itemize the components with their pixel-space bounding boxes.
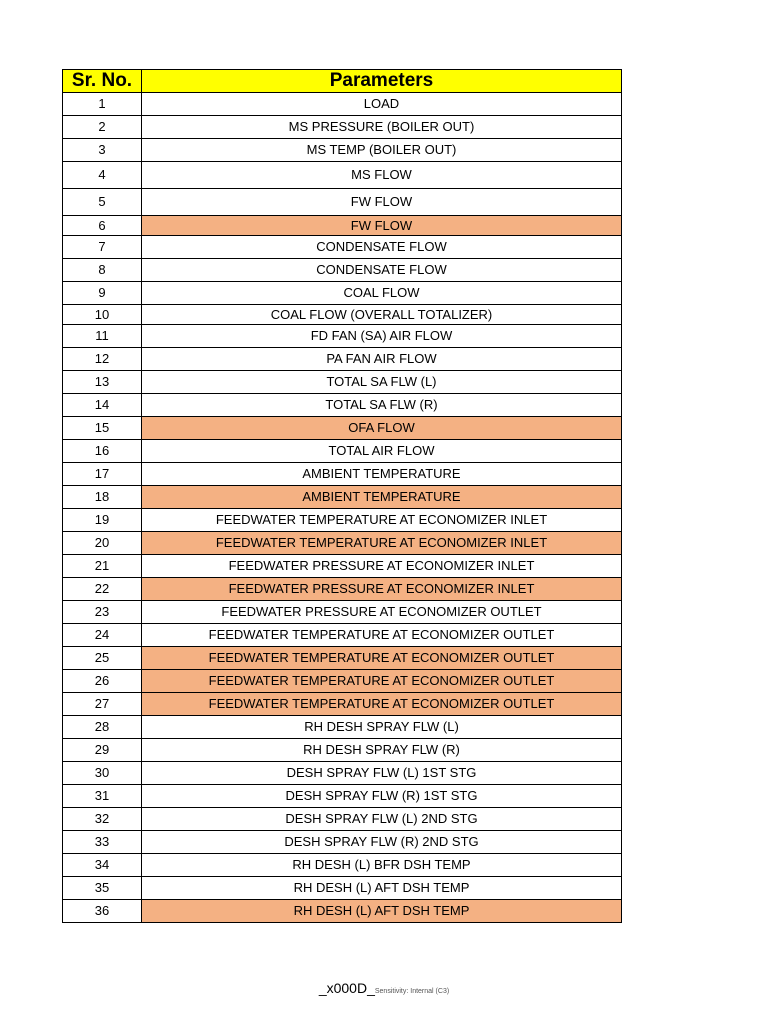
sr-no-cell: 27 xyxy=(63,693,142,716)
table-row xyxy=(63,854,622,877)
table-row xyxy=(63,282,622,305)
parameter-cell: FW FLOW xyxy=(142,189,622,216)
sr-no-cell: 16 xyxy=(63,440,142,463)
table-row xyxy=(63,259,622,282)
parameter-cell: MS TEMP (BOILER OUT) xyxy=(142,139,622,162)
parameter-cell: AMBIENT TEMPERATURE xyxy=(142,463,622,486)
footer-text: _x000D_ xyxy=(318,980,375,996)
table-body xyxy=(63,93,622,923)
table-row xyxy=(63,236,622,259)
parameter-cell: TOTAL SA FLW (L) xyxy=(142,371,622,394)
table-row xyxy=(63,463,622,486)
parameter-cell: DESH SPRAY FLW (L) 2ND STG xyxy=(142,808,622,831)
parameter-cell: FEEDWATER PRESSURE AT ECONOMIZER OUTLET xyxy=(142,601,622,624)
table-row xyxy=(63,555,622,578)
sr-no-cell: 34 xyxy=(63,854,142,877)
sr-no-cell: 12 xyxy=(63,348,142,371)
table-row xyxy=(63,670,622,693)
sr-no-cell: 1 xyxy=(63,93,142,116)
parameter-cell: FEEDWATER TEMPERATURE AT ECONOMIZER OUTLET xyxy=(142,647,622,670)
table-row xyxy=(63,578,622,601)
sr-no-cell: 26 xyxy=(63,670,142,693)
table-row xyxy=(63,716,622,739)
parameter-cell: FD FAN (SA) AIR FLOW xyxy=(142,325,622,348)
sr-no-cell: 9 xyxy=(63,282,142,305)
table-row xyxy=(63,162,622,189)
parameter-cell: COAL FLOW xyxy=(142,282,622,305)
parameter-cell: RH DESH (L) AFT DSH TEMP xyxy=(142,877,622,900)
parameter-cell: DESH SPRAY FLW (R) 1ST STG xyxy=(142,785,622,808)
sr-no-cell: 18 xyxy=(63,486,142,509)
table-row xyxy=(63,624,622,647)
sr-no-cell: 14 xyxy=(63,394,142,417)
sr-no-cell: 8 xyxy=(63,259,142,282)
parameter-cell: FEEDWATER TEMPERATURE AT ECONOMIZER INLET xyxy=(142,509,622,532)
table-row xyxy=(63,305,622,325)
parameter-cell: FEEDWATER TEMPERATURE AT ECONOMIZER OUTLET xyxy=(142,693,622,716)
sr-no-cell: 10 xyxy=(63,305,142,325)
parameter-cell: TOTAL AIR FLOW xyxy=(142,440,622,463)
parameter-cell: FEEDWATER PRESSURE AT ECONOMIZER INLET xyxy=(142,578,622,601)
parameter-cell: FEEDWATER TEMPERATURE AT ECONOMIZER OUTLET xyxy=(142,624,622,647)
parameters-table xyxy=(62,69,622,923)
sr-no-cell: 30 xyxy=(63,762,142,785)
table-row xyxy=(63,693,622,716)
sr-no-cell: 23 xyxy=(63,601,142,624)
parameter-cell: FW FLOW xyxy=(142,216,622,236)
table-row xyxy=(63,216,622,236)
sr-no-cell: 13 xyxy=(63,371,142,394)
table-row xyxy=(63,762,622,785)
parameter-cell: LOAD xyxy=(142,93,622,116)
parameter-cell: RH DESH SPRAY FLW (L) xyxy=(142,716,622,739)
sr-no-cell: 32 xyxy=(63,808,142,831)
sr-no-cell: 25 xyxy=(63,647,142,670)
table-header-row xyxy=(63,70,622,93)
table-row xyxy=(63,647,622,670)
parameter-cell: TOTAL SA FLW (R) xyxy=(142,394,622,417)
sr-no-cell: 21 xyxy=(63,555,142,578)
table-row xyxy=(63,440,622,463)
parameter-cell: RH DESH SPRAY FLW (R) xyxy=(142,739,622,762)
sr-no-cell: 35 xyxy=(63,877,142,900)
sr-no-cell: 2 xyxy=(63,116,142,139)
parameter-cell: OFA FLOW xyxy=(142,417,622,440)
table-row xyxy=(63,486,622,509)
sr-no-header: Sr. No. xyxy=(63,70,142,93)
table-row xyxy=(63,831,622,854)
parameter-cell: MS FLOW xyxy=(142,162,622,189)
sr-no-cell: 31 xyxy=(63,785,142,808)
parameter-cell: FEEDWATER TEMPERATURE AT ECONOMIZER INLET xyxy=(142,532,622,555)
parameter-cell: MS PRESSURE (BOILER OUT) xyxy=(142,116,622,139)
table-row xyxy=(63,877,622,900)
table-row xyxy=(63,532,622,555)
sr-no-cell: 11 xyxy=(63,325,142,348)
page-footer xyxy=(0,980,768,998)
parameter-cell: FEEDWATER PRESSURE AT ECONOMIZER INLET xyxy=(142,555,622,578)
parameter-cell: DESH SPRAY FLW (L) 1ST STG xyxy=(142,762,622,785)
sr-no-cell: 33 xyxy=(63,831,142,854)
sr-no-cell: 15 xyxy=(63,417,142,440)
table-row xyxy=(63,116,622,139)
sr-no-cell: 22 xyxy=(63,578,142,601)
table-row xyxy=(63,139,622,162)
sr-no-cell: 4 xyxy=(63,162,142,189)
sr-no-cell: 3 xyxy=(63,139,142,162)
table-row xyxy=(63,509,622,532)
parameter-cell: RH DESH (L) AFT DSH TEMP xyxy=(142,900,622,923)
table-row xyxy=(63,785,622,808)
sr-no-cell: 17 xyxy=(63,463,142,486)
table-row xyxy=(63,417,622,440)
parameter-cell: COAL FLOW (OVERALL TOTALIZER) xyxy=(142,305,622,325)
parameter-cell: RH DESH (L) BFR DSH TEMP xyxy=(142,854,622,877)
parameter-cell: CONDENSATE FLOW xyxy=(142,259,622,282)
table-row xyxy=(63,900,622,923)
table-row xyxy=(63,348,622,371)
sr-no-cell: 5 xyxy=(63,189,142,216)
parameter-cell: AMBIENT TEMPERATURE xyxy=(142,486,622,509)
parameter-cell: PA FAN AIR FLOW xyxy=(142,348,622,371)
table-row xyxy=(63,325,622,348)
table-row xyxy=(63,739,622,762)
parameter-cell: FEEDWATER TEMPERATURE AT ECONOMIZER OUTLET xyxy=(142,670,622,693)
table-row xyxy=(63,189,622,216)
sr-no-cell: 24 xyxy=(63,624,142,647)
sr-no-cell: 28 xyxy=(63,716,142,739)
sr-no-cell: 6 xyxy=(63,216,142,236)
sensitivity-label: Sensitivity: Internal (C3) xyxy=(374,988,450,995)
table-row xyxy=(63,394,622,417)
table-row xyxy=(63,601,622,624)
sr-no-cell: 36 xyxy=(63,900,142,923)
parameter-cell: DESH SPRAY FLW (R) 2ND STG xyxy=(142,831,622,854)
sr-no-cell: 7 xyxy=(63,236,142,259)
sr-no-cell: 29 xyxy=(63,739,142,762)
table-row xyxy=(63,371,622,394)
sr-no-cell: 19 xyxy=(63,509,142,532)
sr-no-cell: 20 xyxy=(63,532,142,555)
table-row xyxy=(63,808,622,831)
parameters-header: Parameters xyxy=(142,70,622,93)
table-row xyxy=(63,93,622,116)
parameter-cell: CONDENSATE FLOW xyxy=(142,236,622,259)
